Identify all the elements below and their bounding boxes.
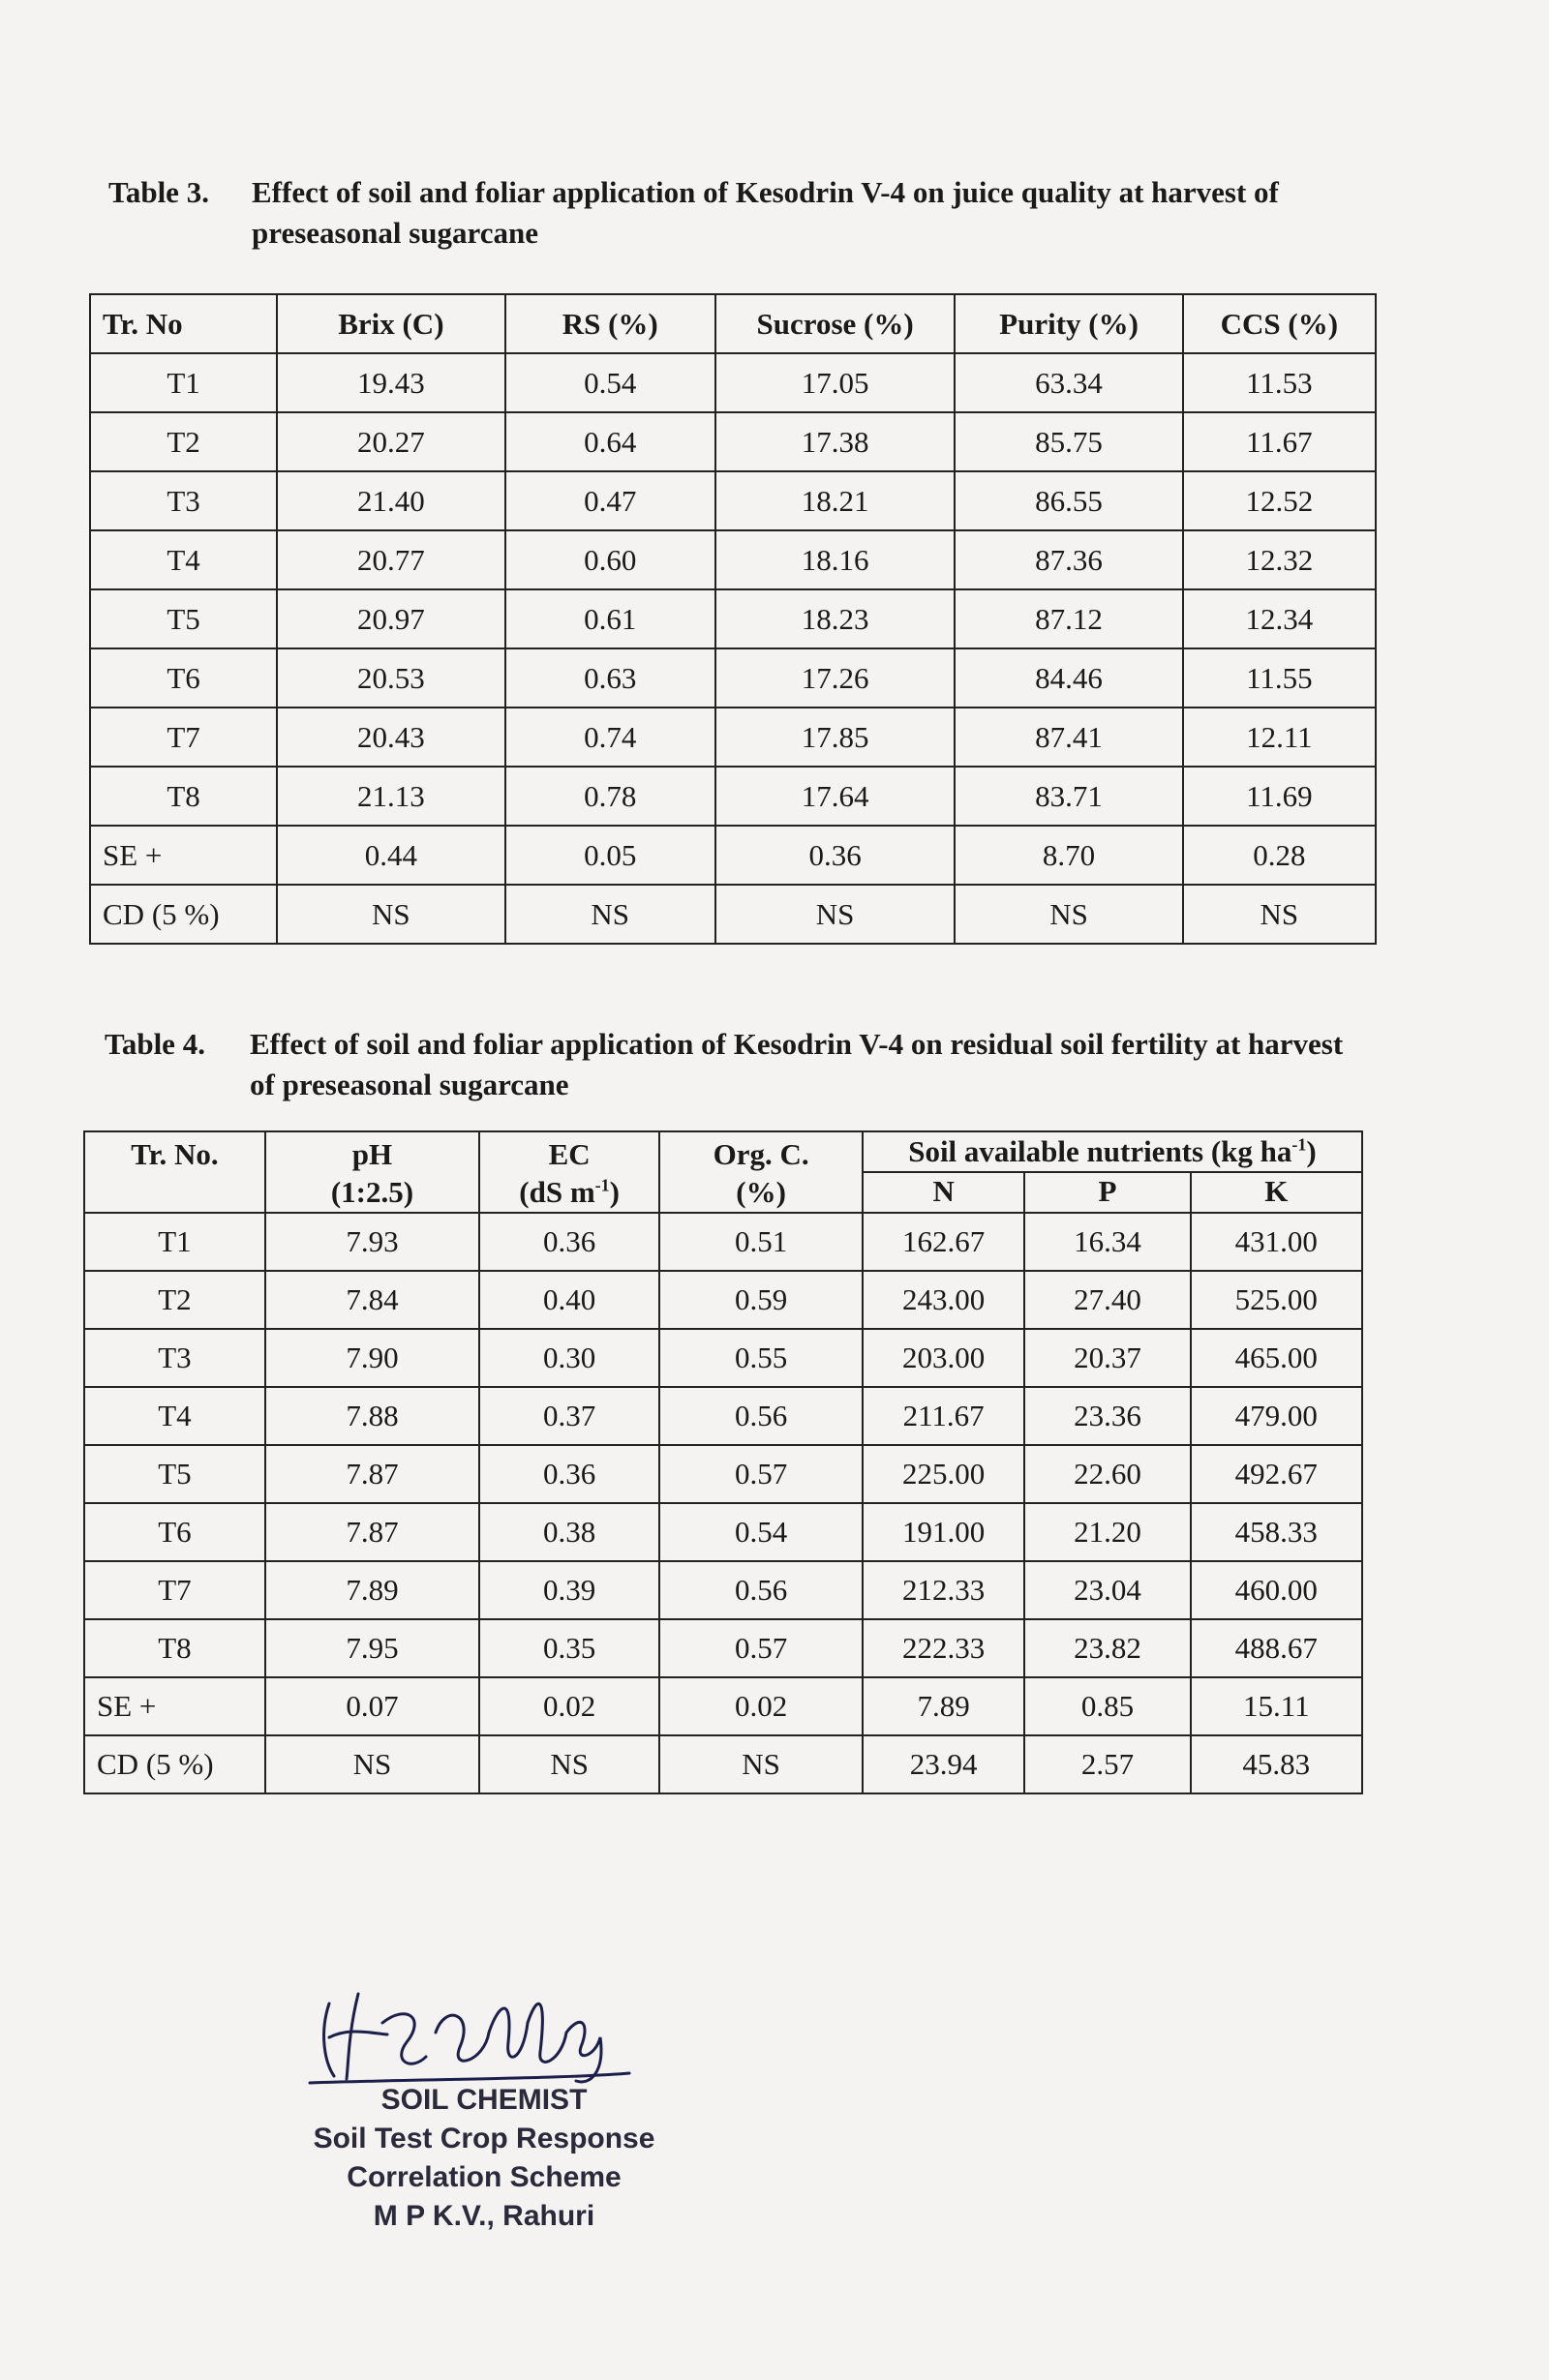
row-label-cell: T4 <box>84 1387 265 1445</box>
table-cell: 492.67 <box>1191 1445 1362 1503</box>
table-cell: NS <box>479 1735 659 1793</box>
table-cell: 0.56 <box>659 1561 863 1619</box>
table-cell: 0.55 <box>659 1329 863 1387</box>
column-header-n: N <box>863 1172 1024 1213</box>
table-cell: 45.83 <box>1191 1735 1362 1793</box>
table-cell: 15.11 <box>1191 1677 1362 1735</box>
table-cell: 479.00 <box>1191 1387 1362 1445</box>
row-label-cell: T8 <box>84 1619 265 1677</box>
table-cell: 0.78 <box>505 767 715 826</box>
column-header-ph <box>265 1131 479 1213</box>
column-header: RS (%) <box>505 294 715 353</box>
table-row <box>84 1271 1362 1329</box>
table-cell: 0.36 <box>479 1445 659 1503</box>
table-cell: 7.89 <box>863 1677 1024 1735</box>
table-cell: 0.61 <box>505 589 715 648</box>
table-cell: 0.47 <box>505 471 715 530</box>
table-cell: 0.40 <box>479 1271 659 1329</box>
column-header: Purity (%) <box>955 294 1182 353</box>
table-row <box>90 648 1376 708</box>
table-cell: 0.36 <box>479 1213 659 1271</box>
table-cell: 0.35 <box>479 1619 659 1677</box>
table-cell: 0.59 <box>659 1271 863 1329</box>
column-header: Tr. No <box>90 294 277 353</box>
row-label-cell: T7 <box>84 1561 265 1619</box>
ph-label: pH <box>351 1137 393 1171</box>
table-cell: 20.43 <box>277 708 504 767</box>
table-row <box>90 353 1376 412</box>
row-label-cell: T8 <box>90 767 277 826</box>
table-row <box>84 1213 1362 1271</box>
table-cell: 0.74 <box>505 708 715 767</box>
table-cell: 0.57 <box>659 1445 863 1503</box>
table-row <box>84 1503 1362 1561</box>
table3-title: Effect of soil and foliar application of Kesodrin V-4 on juice quality at harvest of preseasonal sugarcane <box>252 175 1279 250</box>
table-row <box>90 471 1376 530</box>
stamp-scheme-cont: Correlation Scheme <box>347 2161 622 2193</box>
table-cell: 85.75 <box>955 412 1182 471</box>
table-row <box>84 1387 1362 1445</box>
table-cell: 488.67 <box>1191 1619 1362 1677</box>
table-cell: 458.33 <box>1191 1503 1362 1561</box>
table-cell: 7.87 <box>265 1503 479 1561</box>
table-row <box>84 1735 1362 1793</box>
table-cell: 20.37 <box>1024 1329 1190 1387</box>
table-row <box>84 1619 1362 1677</box>
table-cell: 22.60 <box>1024 1445 1190 1503</box>
table-cell: 18.21 <box>715 471 955 530</box>
table-cell: 12.52 <box>1183 471 1376 530</box>
table-row <box>90 412 1376 471</box>
column-header: CCS (%) <box>1183 294 1376 353</box>
soil-fertility-table <box>83 1130 1363 1794</box>
table-cell: 243.00 <box>863 1271 1024 1329</box>
row-label-cell: T5 <box>84 1445 265 1503</box>
table-cell: 525.00 <box>1191 1271 1362 1329</box>
table-cell: 21.13 <box>277 767 504 826</box>
table-cell: 0.30 <box>479 1329 659 1387</box>
table-cell: 17.38 <box>715 412 955 471</box>
table-cell: 7.88 <box>265 1387 479 1445</box>
column-header-k: K <box>1191 1172 1362 1213</box>
table-cell: 11.69 <box>1183 767 1376 826</box>
table-header-row <box>90 294 1376 353</box>
table-cell: 17.64 <box>715 767 955 826</box>
table-cell: 87.12 <box>955 589 1182 648</box>
table-row <box>84 1445 1362 1503</box>
table-cell: 0.02 <box>479 1677 659 1735</box>
table-row <box>84 1329 1362 1387</box>
table-cell: 0.28 <box>1183 826 1376 885</box>
table-cell: NS <box>265 1735 479 1793</box>
row-label-cell: CD (5 %) <box>90 885 277 944</box>
table-row <box>90 530 1376 589</box>
table-cell: 7.93 <box>265 1213 479 1271</box>
table-row <box>90 885 1376 944</box>
table-cell: 23.04 <box>1024 1561 1190 1619</box>
table-cell: 0.60 <box>505 530 715 589</box>
column-header-ec <box>479 1131 659 1213</box>
table-cell: 0.54 <box>505 353 715 412</box>
table-cell: NS <box>955 885 1182 944</box>
column-header-soil-nutrients: Soil available nutrients (kg $ha^{-1}$) <box>863 1131 1362 1172</box>
table-cell: 21.20 <box>1024 1503 1190 1561</box>
table-cell: 19.43 <box>277 353 504 412</box>
row-label-cell: T6 <box>84 1503 265 1561</box>
table-cell: 0.02 <box>659 1677 863 1735</box>
table-cell: 0.36 <box>715 826 955 885</box>
ec-label: EC <box>548 1137 591 1171</box>
table-cell: 0.63 <box>505 648 715 708</box>
org-c-unit-label: (%) <box>736 1174 786 1209</box>
table-cell: 0.51 <box>659 1213 863 1271</box>
stamp-title: SOIL CHEMIST <box>380 2084 588 2116</box>
table-cell: 23.36 <box>1024 1387 1190 1445</box>
table-cell: 20.53 <box>277 648 504 708</box>
table-cell: 83.71 <box>955 767 1182 826</box>
row-label-cell: T6 <box>90 648 277 708</box>
table-cell: 211.67 <box>863 1387 1024 1445</box>
table-cell: 12.11 <box>1183 708 1376 767</box>
table-row <box>90 708 1376 767</box>
table-cell: 225.00 <box>863 1445 1024 1503</box>
ec-unit-label: (dS $m^{-1}$) <box>519 1174 620 1209</box>
table-cell: 11.53 <box>1183 353 1376 412</box>
table-cell: 0.44 <box>277 826 504 885</box>
table-cell: 86.55 <box>955 471 1182 530</box>
org-c-label: Org. C. <box>713 1137 809 1171</box>
table-cell: 0.85 <box>1024 1677 1190 1735</box>
table-cell: 63.34 <box>955 353 1182 412</box>
table-cell: 7.87 <box>265 1445 479 1503</box>
table-row <box>84 1561 1362 1619</box>
table-cell: 23.82 <box>1024 1619 1190 1677</box>
table-cell: 16.34 <box>1024 1213 1190 1271</box>
table-header-row <box>84 1131 1362 1172</box>
table-cell: 7.95 <box>265 1619 479 1677</box>
table-cell: 27.40 <box>1024 1271 1190 1329</box>
column-header-tr-no: Tr. No. <box>84 1131 265 1213</box>
table3-caption <box>108 172 1348 279</box>
table-cell: 12.32 <box>1183 530 1376 589</box>
table-cell: 17.26 <box>715 648 955 708</box>
table-cell: 222.33 <box>863 1619 1024 1677</box>
table-cell: 0.64 <box>505 412 715 471</box>
row-label-cell: CD (5 %) <box>84 1735 265 1793</box>
table-cell: 0.07 <box>265 1677 479 1735</box>
table-cell: 0.37 <box>479 1387 659 1445</box>
row-label-cell: T1 <box>84 1213 265 1271</box>
table-cell: 2.57 <box>1024 1735 1190 1793</box>
stamp-institution: M P K.V., Rahuri <box>373 2200 595 2232</box>
table-cell: 7.84 <box>265 1271 479 1329</box>
table-cell: 18.23 <box>715 589 955 648</box>
signature-graphic <box>290 1965 697 2091</box>
column-header: Sucrose (%) <box>715 294 955 353</box>
official-stamp <box>290 2081 678 2236</box>
table-row <box>90 826 1376 885</box>
column-header: Brix (C) <box>277 294 504 353</box>
row-label-cell: T2 <box>84 1271 265 1329</box>
table-cell: NS <box>659 1735 863 1793</box>
row-label-cell: T3 <box>84 1329 265 1387</box>
table-cell: 84.46 <box>955 648 1182 708</box>
table4-caption <box>105 1024 1363 1121</box>
table-cell: 11.67 <box>1183 412 1376 471</box>
ph-ratio-label: (1:2.5) <box>330 1174 414 1209</box>
table-cell: NS <box>505 885 715 944</box>
table-cell: 20.97 <box>277 589 504 648</box>
table-cell: 465.00 <box>1191 1329 1362 1387</box>
row-label-cell: SE + <box>84 1677 265 1735</box>
table-cell: 87.36 <box>955 530 1182 589</box>
table-cell: 0.05 <box>505 826 715 885</box>
table-cell: 7.90 <box>265 1329 479 1387</box>
table-cell: NS <box>1183 885 1376 944</box>
table-cell: 11.55 <box>1183 648 1376 708</box>
table-cell: 162.67 <box>863 1213 1024 1271</box>
table-cell: 460.00 <box>1191 1561 1362 1619</box>
row-label-cell: T7 <box>90 708 277 767</box>
table4-body <box>84 1213 1362 1793</box>
row-label-cell: T2 <box>90 412 277 471</box>
table-cell: 431.00 <box>1191 1213 1362 1271</box>
table-cell: 21.40 <box>277 471 504 530</box>
table-cell: 20.27 <box>277 412 504 471</box>
table-cell: 212.33 <box>863 1561 1024 1619</box>
table-cell: 23.94 <box>863 1735 1024 1793</box>
table-cell: 87.41 <box>955 708 1182 767</box>
table4-title: Effect of soil and foliar application of Kesodrin V-4 on residual soil fertility at harvest of preseasonal sugarcane <box>250 1027 1344 1101</box>
row-label-cell: T4 <box>90 530 277 589</box>
table-cell: 17.85 <box>715 708 955 767</box>
table-cell: 17.05 <box>715 353 955 412</box>
table-cell: 191.00 <box>863 1503 1024 1561</box>
table-cell: NS <box>715 885 955 944</box>
table-row <box>84 1677 1362 1735</box>
row-label-cell: T1 <box>90 353 277 412</box>
row-label-cell: T3 <box>90 471 277 530</box>
table3-body <box>90 353 1376 944</box>
table-row <box>90 767 1376 826</box>
table-cell: NS <box>277 885 504 944</box>
stamp-scheme: Soil Test Crop Response <box>313 2123 655 2154</box>
column-header-p: P <box>1024 1172 1190 1213</box>
row-label-cell: SE + <box>90 826 277 885</box>
table-cell: 0.57 <box>659 1619 863 1677</box>
table-cell: 203.00 <box>863 1329 1024 1387</box>
table-cell: 0.56 <box>659 1387 863 1445</box>
table-cell: 0.39 <box>479 1561 659 1619</box>
table-cell: 0.54 <box>659 1503 863 1561</box>
table3-label: Table 3. <box>108 175 209 209</box>
table-cell: 8.70 <box>955 826 1182 885</box>
table-cell: 12.34 <box>1183 589 1376 648</box>
juice-quality-table <box>89 293 1377 945</box>
table-cell: 0.38 <box>479 1503 659 1561</box>
table-row <box>90 589 1376 648</box>
table-cell: 20.77 <box>277 530 504 589</box>
table4-label: Table 4. <box>105 1027 205 1061</box>
table-cell: 18.16 <box>715 530 955 589</box>
table-cell: 7.89 <box>265 1561 479 1619</box>
column-header-org-c <box>659 1131 863 1213</box>
row-label-cell: T5 <box>90 589 277 648</box>
